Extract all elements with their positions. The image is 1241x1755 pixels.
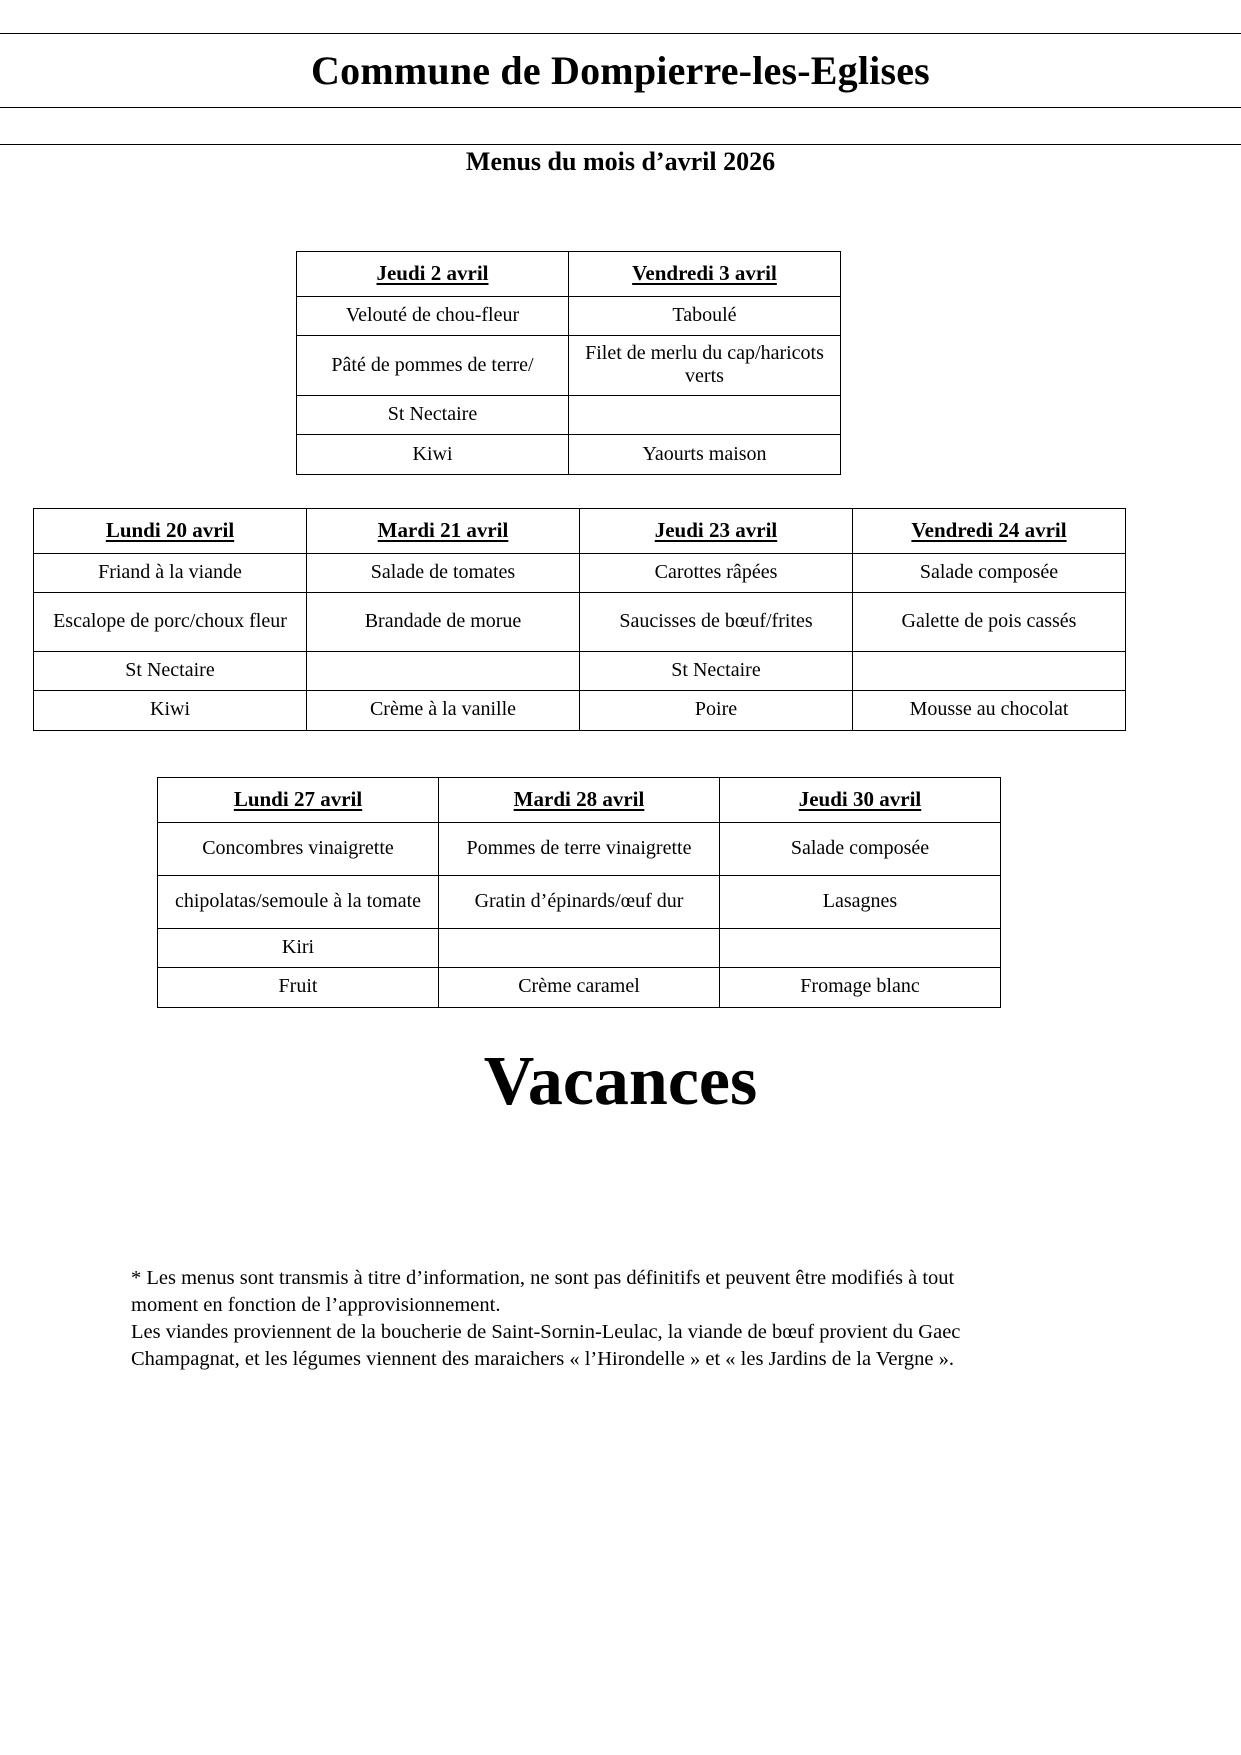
column-header-day bbox=[297, 252, 569, 297]
menu-cell: St Nectaire bbox=[297, 395, 569, 434]
column-header-label: Mardi 28 avril bbox=[513, 787, 645, 811]
column-header-label: Jeudi 23 avril bbox=[654, 518, 778, 542]
menu-cell-empty bbox=[720, 928, 1001, 967]
table-row bbox=[158, 967, 1001, 1007]
column-header-day bbox=[720, 778, 1001, 823]
table-row bbox=[297, 335, 841, 395]
footnote-block bbox=[131, 1265, 991, 1373]
menu-cell: Salade composée bbox=[853, 553, 1126, 592]
menu-cell: Poire bbox=[580, 690, 853, 730]
title-row bbox=[0, 34, 1241, 107]
table-body bbox=[297, 296, 841, 474]
column-header-label: Lundi 20 avril bbox=[105, 518, 235, 542]
menu-cell: Lasagnes bbox=[720, 875, 1001, 928]
menu-cell: Saucisses de bœuf/frites bbox=[580, 592, 853, 651]
column-header-label: Vendredi 24 avril bbox=[911, 518, 1067, 542]
menu-table-week-1 bbox=[296, 251, 841, 475]
table-row bbox=[297, 395, 841, 434]
table-row bbox=[34, 651, 1126, 690]
menu-cell: Concombres vinaigrette bbox=[158, 822, 439, 875]
menu-cell-empty bbox=[307, 651, 580, 690]
menu-cell-empty bbox=[569, 395, 841, 434]
menu-cell-empty bbox=[853, 651, 1126, 690]
menu-table-week-3 bbox=[157, 777, 1001, 1008]
menu-cell: Kiwi bbox=[34, 690, 307, 730]
column-header-day bbox=[853, 509, 1126, 554]
menu-cell: Brandade de morue bbox=[307, 592, 580, 651]
header-spacer bbox=[0, 108, 1241, 144]
menu-cell: Crème à la vanille bbox=[307, 690, 580, 730]
vacances-banner: Vacances bbox=[483, 1043, 758, 1120]
menu-cell: Yaourts maison bbox=[569, 434, 841, 474]
column-header-label: Jeudi 30 avril bbox=[798, 787, 922, 811]
menu-cell: Carottes râpées bbox=[580, 553, 853, 592]
page-title: Commune de Dompierre-les-Eglises bbox=[311, 48, 930, 93]
table-header-row bbox=[158, 778, 1001, 823]
page-subtitle: Menus du mois d’avril 2026 bbox=[465, 147, 776, 176]
column-header-label: Mardi 21 avril bbox=[377, 518, 509, 542]
footnote-line-1: * Les menus sont transmis à titre d’information, ne sont pas définitifs et peuvent être modifiés à tout moment en fonction de l’approvisionnement. bbox=[131, 1267, 955, 1317]
menu-cell: Crème caramel bbox=[439, 967, 720, 1007]
table-body bbox=[158, 822, 1001, 1007]
table-row bbox=[34, 690, 1126, 730]
menu-cell: Galette de pois cassés bbox=[853, 592, 1126, 651]
menu-cell: Velouté de chou-fleur bbox=[297, 296, 569, 335]
menu-cell: St Nectaire bbox=[580, 651, 853, 690]
table-header-row bbox=[297, 252, 841, 297]
column-header-day bbox=[34, 509, 307, 554]
menu-cell: St Nectaire bbox=[34, 651, 307, 690]
column-header-day bbox=[569, 252, 841, 297]
table-row bbox=[158, 928, 1001, 967]
menu-cell-empty bbox=[439, 928, 720, 967]
menu-cell: Salade composée bbox=[720, 822, 1001, 875]
column-header-label: Vendredi 3 avril bbox=[632, 261, 777, 285]
menu-cell: Gratin d’épinards/œuf dur bbox=[439, 875, 720, 928]
menu-cell: Kiri bbox=[158, 928, 439, 967]
menu-cell: Fruit bbox=[158, 967, 439, 1007]
menu-cell: Fromage blanc bbox=[720, 967, 1001, 1007]
menu-cell: Mousse au chocolat bbox=[853, 690, 1126, 730]
column-header-label: Jeudi 2 avril bbox=[376, 261, 489, 285]
menu-cell: Pommes de terre vinaigrette bbox=[439, 822, 720, 875]
table-row bbox=[158, 875, 1001, 928]
column-header-day bbox=[307, 509, 580, 554]
column-header-label: Lundi 27 avril bbox=[233, 787, 363, 811]
menu-cell: Friand à la viande bbox=[34, 553, 307, 592]
table-row bbox=[34, 592, 1126, 651]
menu-cell: Salade de tomates bbox=[307, 553, 580, 592]
table-row bbox=[297, 434, 841, 474]
table-row bbox=[158, 822, 1001, 875]
menu-table-week-2 bbox=[33, 508, 1126, 731]
footnote-line-2: Les viandes proviennent de la boucherie de Saint-Sornin-Leulac, la viande de bœuf provient du Gaec Champagnat, et les légumes viennent des maraichers « l’Hirondelle » et « les Jardins de la Vergne ». bbox=[131, 1321, 961, 1371]
menu-cell: Pâté de pommes de terre/ bbox=[297, 335, 569, 395]
menu-cell: Filet de merlu du cap/haricots verts bbox=[569, 335, 841, 395]
document-header bbox=[0, 33, 1241, 145]
column-header-day bbox=[158, 778, 439, 823]
table-row bbox=[34, 553, 1126, 592]
menu-cell: Taboulé bbox=[569, 296, 841, 335]
table-row bbox=[297, 296, 841, 335]
table-body bbox=[34, 553, 1126, 730]
menu-cell: Kiwi bbox=[297, 434, 569, 474]
menu-cell: Escalope de porc/choux fleur bbox=[34, 592, 307, 651]
menu-cell: chipolatas/semoule à la tomate bbox=[158, 875, 439, 928]
column-header-day bbox=[439, 778, 720, 823]
table-header-row bbox=[34, 509, 1126, 554]
column-header-day bbox=[580, 509, 853, 554]
